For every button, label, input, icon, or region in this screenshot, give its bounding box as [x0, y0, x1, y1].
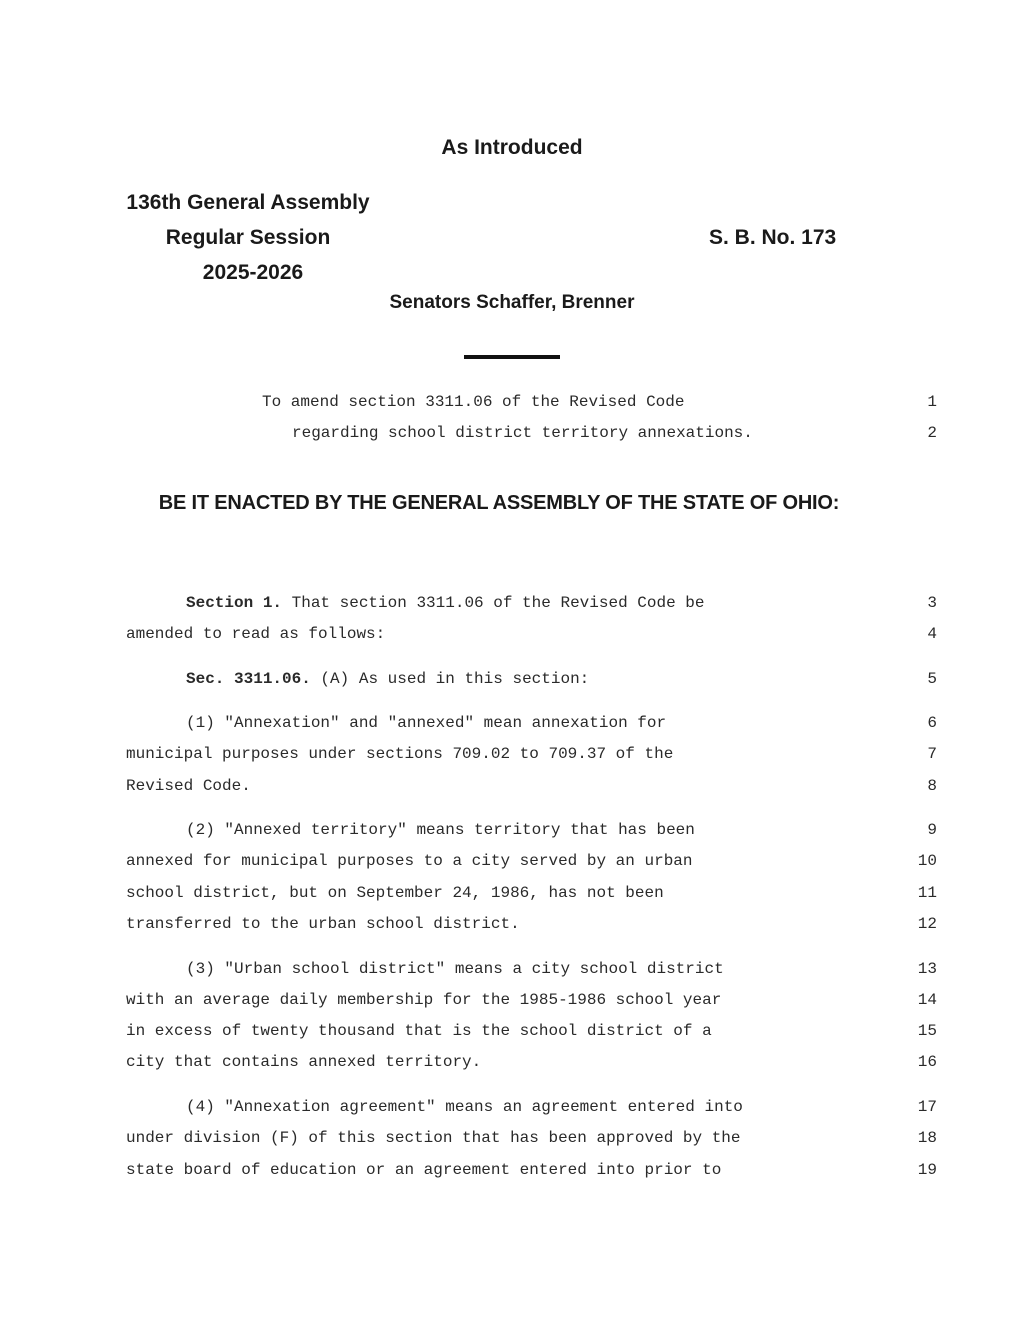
- bill-number: S. B. No. 173: [709, 226, 837, 249]
- body-line: municipal purposes under sections 709.02 to 709.37 of the: [126, 745, 674, 763]
- line-number: 4: [927, 625, 937, 643]
- line-number: 8: [927, 777, 937, 795]
- line-number: 7: [927, 745, 937, 763]
- body-line: under division (F) of this section that has been approved by the: [126, 1129, 741, 1147]
- sec-label: Sec. 3311.06.: [186, 670, 311, 688]
- session: Regular Session: [165, 226, 331, 249]
- line-number: 3: [927, 594, 937, 612]
- line-number: 10: [917, 852, 937, 870]
- line-number: 6: [927, 714, 937, 732]
- body-line: (4) "Annexation agreement" means an agreement entered into: [186, 1098, 743, 1116]
- bill-status: As Introduced: [441, 136, 583, 159]
- line-number: 5: [927, 670, 937, 688]
- session-years: 2025-2026: [202, 261, 304, 284]
- line-number: 11: [917, 884, 937, 902]
- section-text: That section 3311.06 of the Revised Code be: [282, 594, 705, 612]
- line-number: 18: [917, 1129, 937, 1147]
- title-line: regarding school district territory annexations.: [292, 424, 753, 442]
- line-number: 17: [917, 1098, 937, 1116]
- line-number: 2: [927, 424, 937, 442]
- line-number: 13: [917, 960, 937, 978]
- line-number: 14: [917, 991, 937, 1009]
- sec-text: (A) As used in this section:: [310, 670, 590, 688]
- line-number: 15: [917, 1022, 937, 1040]
- line-number: 9: [927, 821, 937, 839]
- body-line: school district, but on September 24, 1986, has not been: [126, 884, 664, 902]
- title-line: To amend section 3311.06 of the Revised Code: [262, 393, 685, 411]
- body-line: transferred to the urban school district.: [126, 915, 520, 933]
- body-line: (3) "Urban school district" means a city school district: [186, 960, 724, 978]
- body-line: in excess of twenty thousand that is the school district of a: [126, 1022, 712, 1040]
- line-number: 1: [927, 393, 937, 411]
- enacting-clause: BE IT ENACTED BY THE GENERAL ASSEMBLY OF THE STATE OF OHIO:: [158, 492, 840, 514]
- body-line: with an average daily membership for the 1985-1986 school year: [126, 991, 722, 1009]
- section-1-line: amended to read as follows:: [126, 625, 386, 643]
- general-assembly: 136th General Assembly: [126, 191, 370, 214]
- sec-heading-line: [186, 670, 589, 688]
- body-line: annexed for municipal purposes to a city served by an urban: [126, 852, 693, 870]
- line-number: 16: [917, 1053, 937, 1071]
- body-line: (1) "Annexation" and "annexed" mean annexation for: [186, 714, 667, 732]
- section-label: Section 1.: [186, 594, 283, 612]
- line-number: 12: [917, 915, 937, 933]
- line-number: 19: [917, 1161, 937, 1179]
- body-line: city that contains annexed territory.: [126, 1053, 482, 1071]
- header-divider: [464, 355, 560, 359]
- sponsors: Senators Schaffer, Brenner: [389, 292, 635, 313]
- body-line: Revised Code.: [126, 777, 251, 795]
- body-line: state board of education or an agreement entered into prior to: [126, 1161, 722, 1179]
- body-line: (2) "Annexed territory" means territory that has been: [186, 821, 695, 839]
- section-1-line: [186, 594, 704, 612]
